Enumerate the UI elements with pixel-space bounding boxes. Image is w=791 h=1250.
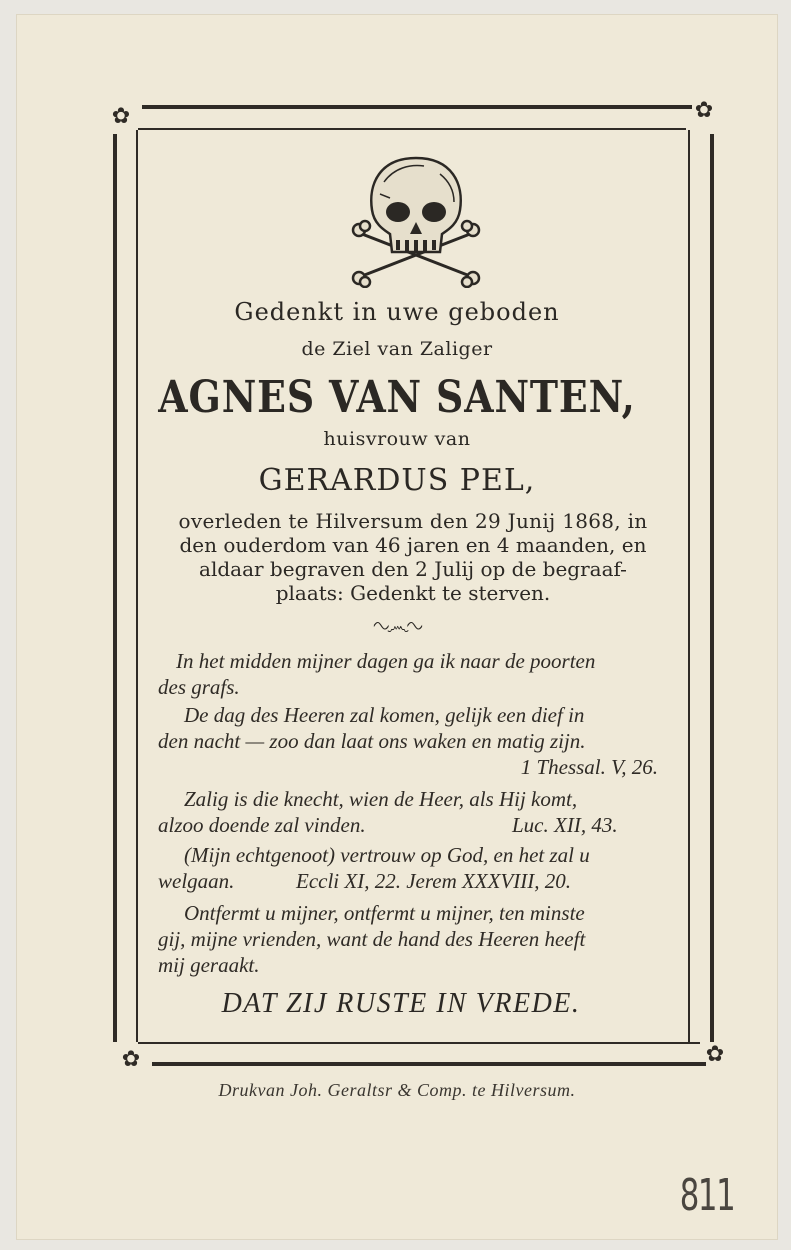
verse-line: des grafs.: [158, 675, 240, 699]
soul-line: de Ziel van Zaliger: [301, 338, 493, 360]
rosette-icon: ✿: [121, 1047, 141, 1072]
inner-border-top: [138, 128, 686, 130]
verse-line: den nacht — zoo dan laat ons waken en matig zijn.: [158, 729, 586, 753]
verse-block: [158, 648, 676, 700]
verse-block: [158, 786, 678, 838]
printer-credit: Drukvan Joh. Geraltsr & Comp. te Hilversum.: [218, 1080, 576, 1100]
verse-block: [158, 702, 678, 780]
detail-line: plaats: Gedenkt te sterven.: [275, 581, 551, 605]
memorial-card: [16, 14, 778, 1240]
verse-reference: Eccli XI, 22. Jerem XXXVIII, 20.: [296, 869, 572, 893]
spouse-name: GERARDUS PEL,: [258, 463, 536, 498]
prayer-intro: Gedenkt in uwe geboden: [234, 298, 560, 326]
verse-reference: Luc. XII, 43.: [512, 813, 618, 837]
verse-line: welgaan.: [158, 869, 235, 893]
verse-line-row: [158, 812, 678, 838]
inner-border-left: [136, 130, 138, 1042]
verse-line: Ontfermt u mijner, ontfermt u mijner, ten minste: [184, 901, 585, 925]
verse-line: (Mijn echtgenoot) vertrouw op God, en het zal u: [184, 843, 590, 867]
verse-line: mij geraakt.: [158, 953, 260, 977]
rosette-icon: ✿: [705, 1042, 725, 1067]
inner-border-right: [688, 130, 690, 1042]
verse-block: [158, 842, 678, 894]
verse-block: [158, 900, 678, 978]
skull-crossbones-icon: [350, 154, 482, 288]
ornament-divider: ∿෴∿: [373, 612, 421, 640]
detail-line: overleden te Hilversum den 29 Junij 1868, in: [178, 509, 648, 533]
verse-line: De dag des Heeren zal komen, gelijk een dief in: [184, 703, 585, 727]
relation-line: huisvrouw van: [323, 428, 471, 450]
verse-line: alzoo doende zal vinden.: [158, 813, 366, 837]
rosette-icon: ✿: [694, 98, 714, 123]
inner-border-bottom: [138, 1042, 700, 1044]
verse-line: Zalig is die knecht, wien de Heer, als Hij komt,: [184, 787, 578, 811]
closing-line: DAT ZIJ RUSTE IN VREDE.: [221, 988, 581, 1019]
verse-reference: 1 Thessal. V, 26.: [520, 755, 658, 779]
verse-line: gij, mijne vrienden, want de hand des Heeren heeft: [158, 927, 586, 951]
deceased-name: AGNES VAN SANTEN,: [158, 372, 636, 423]
death-details: [152, 509, 674, 605]
border-top: [142, 105, 692, 109]
handwritten-number: 811: [679, 1170, 735, 1221]
border-bottom: [152, 1062, 706, 1066]
verse-line-row: [158, 868, 678, 894]
border-right: [710, 134, 714, 1042]
detail-line: aldaar begraven den 2 Julij op de begraaf-: [199, 557, 627, 581]
rosette-icon: ✿: [111, 104, 131, 129]
detail-line: den ouderdom van 46 jaren en 4 maanden, en: [179, 533, 647, 557]
verse-line: In het midden mijner dagen ga ik naar de poorten: [176, 649, 596, 673]
border-left: [113, 134, 117, 1042]
